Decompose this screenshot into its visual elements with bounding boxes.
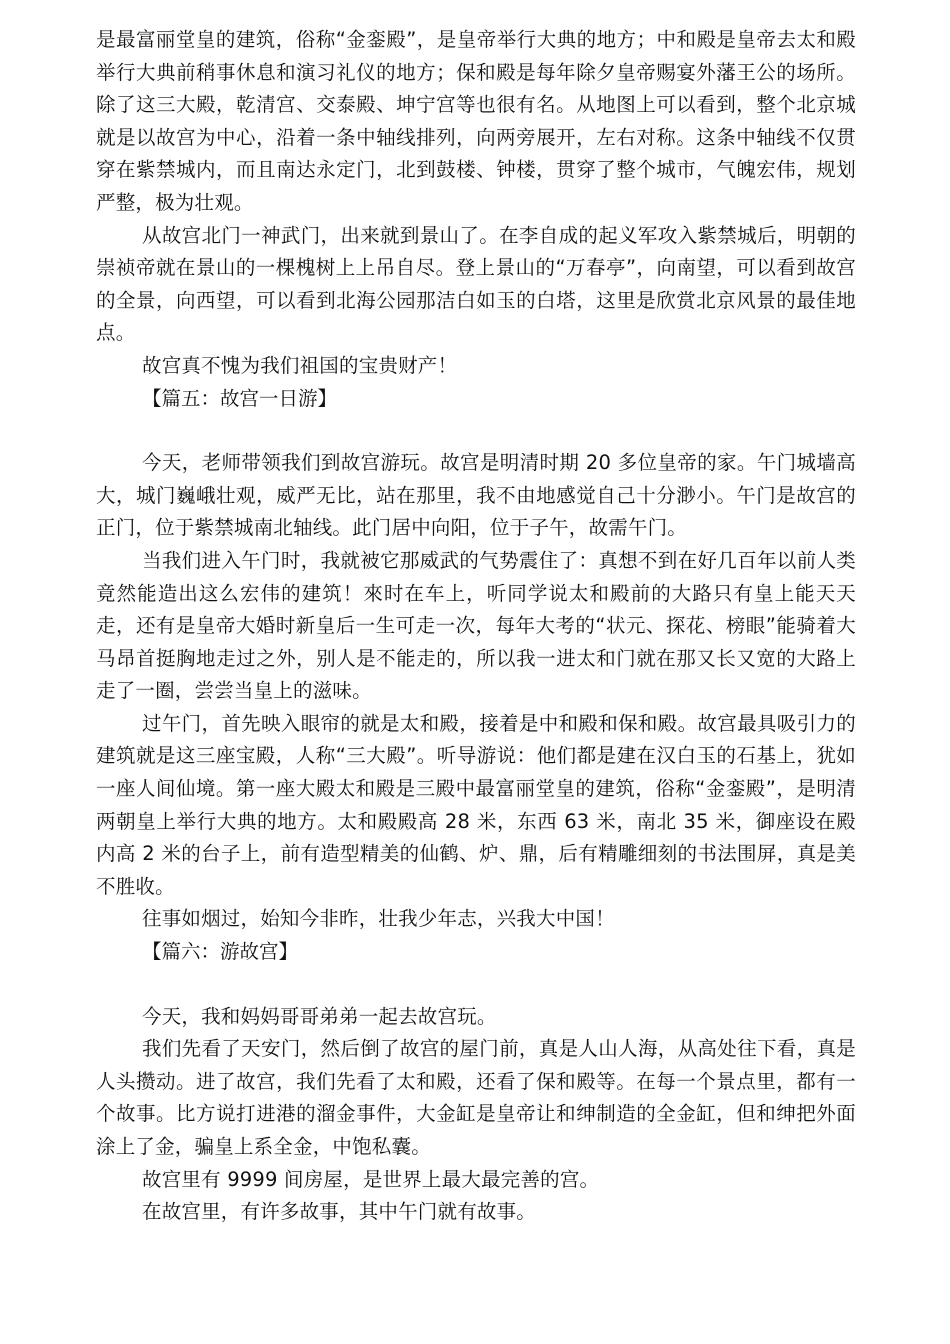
paragraph: 故宫里有 9999 间房屋，是世界上最大最完善的宫。 <box>142 1167 600 1191</box>
blank-line <box>96 415 856 447</box>
paragraph: 在故宫里，有许多故事，其中午门就有故事。 <box>142 1200 537 1224</box>
blank-line <box>96 969 856 1001</box>
document-page <box>96 24 856 1229</box>
section-heading-6: 【篇六：游故宫】 <box>142 940 299 964</box>
section-heading-5: 【篇五：故宫一日游】 <box>142 386 338 410</box>
paragraph: 我们先看了天安门，然后倒了故宫的屋门前，真是人山人海，从高处往下看，真是人头攒动。进了故宫，我们先看了太和殿，还看了保和殿等。在每一个景点里，都有一个故事。比方说打进港的溜金事件，大金缸是皇帝让和绅制造的全金缸，但和绅把外面涂上了金，骗皇上系全金，中饱私囊。 <box>96 1037 856 1158</box>
paragraph: 从故宫北门一神武门，出来就到景山了。在李自成的起义军攻入紫禁城后，明朝的崇祯帝就在景山的一棵槐树上上吊自尽。登上景山的“万春亭”，向南望，可以看到故宫的全景，向西望，可以看到北海公园那洁白如玉的白塔，这里是欣赏北京风景的最佳地点。 <box>96 223 856 345</box>
paragraph: 今天，老师带领我们到故宫游玩。故宫是明清时期 20 多位皇帝的家。午门城墙高大，城门巍峨壮观，威严无比，站在那里，我不由地感觉自己十分渺小。午门是故宫的正门，位于紫禁城南北轴线。此门居中向阳，位于子午，故需午门。 <box>96 451 856 540</box>
paragraph: 往事如烟过，始知今非昨，壮我少年志，兴我大中国！ <box>142 907 615 931</box>
paragraph: 当我们进入午门时，我就被它那威武的气势震住了：真想不到在好几百年以前人类竟然能造出这么宏伟的建筑！來时在车上，听同学说太和殿前的大路只有皇上能天天走，还有是皇帝大婚时新皇后一生可走一次，每年大考的“状元、探花、榜眼”能骑着大马昂首挺胸地走过之外，别人是不能走的，所以我一进太和门就在那又长又宽的大路上走了一圈，尝尝当皇上的滋味。 <box>96 548 856 703</box>
paragraph-continued: 是最富丽堂皇的建筑，俗称“金銮殿”，是皇帝举行大典的地方；中和殿是皇帝去太和殿举行大典前稍事休息和演习礼仪的地方；保和殿是每年除夕皇帝赐宴外藩王公的场所。除了这三大殿，乾清宫、交泰殿、坤宁宫等也很有名。从地图上可以看到，整个北京城就是以故宫为中心，沿着一条中轴线排列，向两旁展开，左右对称。这条中轴线不仅贯穿在紫禁城内，而且南达永定门，北到鼓楼、钟楼，贯穿了整个城市，气魄宏伟，规划严整，极为壮观。 <box>96 28 856 214</box>
paragraph: 今天，我和妈妈哥哥弟弟一起去故宫玩。 <box>142 1004 497 1028</box>
paragraph: 过午门，首先映入眼帘的就是太和殿，接着是中和殿和保和殿。故宫最具吸引力的建筑就是这三座宝殿，人称“三大殿”。听导游说：他们都是建在汉白玉的石基上，犹如一座人间仙境。第一座大殿太和殿是三殿中最富丽堂皇的建筑，俗称“金銮殿”，是明清两朝皇上举行大典的地方。太和殿殿高 28 米，东西 63 米，南北 35 米，御座设在殿内高 2 米的台子上，前有造型精美的仙鹤、炉、鼎，后有精雕细刻的书法围屏，真是美不胜收。 <box>96 711 856 898</box>
paragraph: 故宫真不愧为我们祖国的宝贵财产！ <box>142 353 458 377</box>
